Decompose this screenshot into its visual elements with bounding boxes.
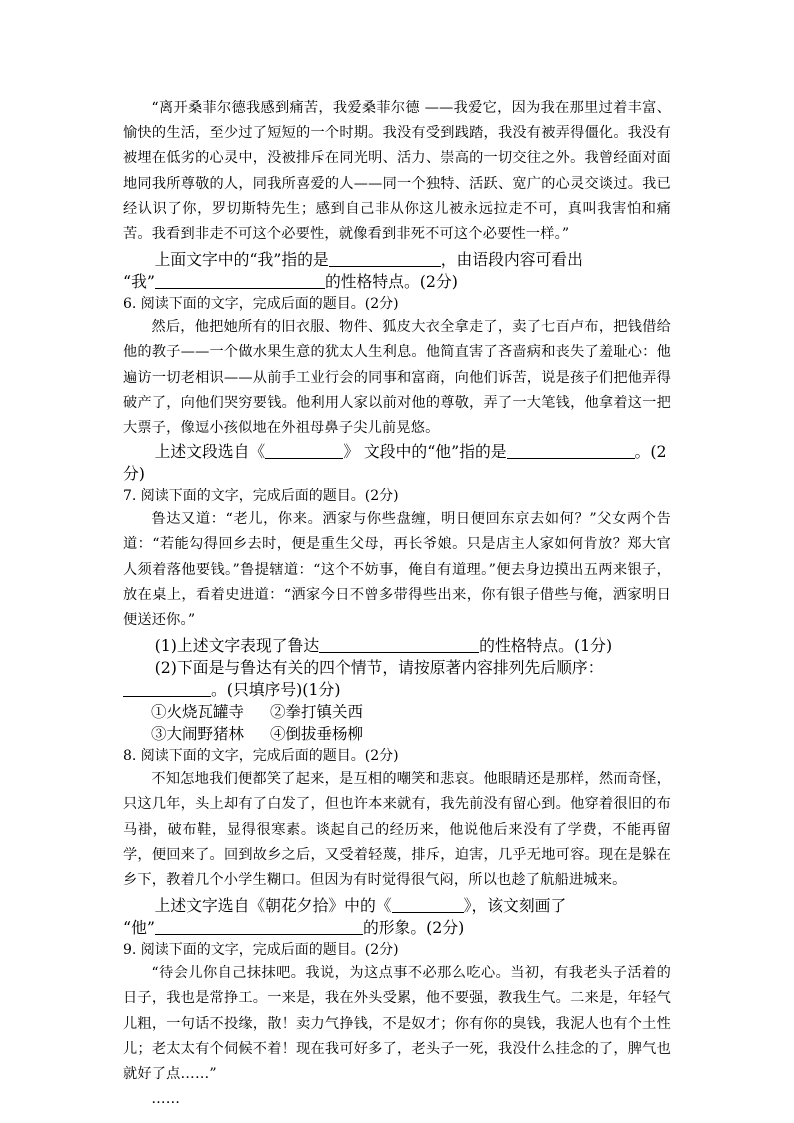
q5-answer-blank-2[interactable] <box>155 273 325 289</box>
q5-question-d: 的性格特点。(2分) <box>324 272 458 292</box>
q7-heading: 7. 阅读下面的文字，完成后面的题目。(2分) <box>123 488 399 505</box>
q6-passage: 然后，他把她所有的旧衣服、物件、狐皮大衣全拿走了，卖了七百卢布，把钱借给他的教子——一个做水果生意的犹太人生利息。他简直害了吝啬病和丧失了羞耻心：他遍访一切老相识——从前手工业行会的同事和富商，向他们诉苦，说是孩子们把他弄得破产了，向他们哭穷要钱。他利用人家以前对他的尊敬，弄了一大笔钱，他拿着这一把大票子，像逗小孩似地在外祖母鼻子尖儿前晃悠。 <box>123 319 671 437</box>
q5-question-a: 上面文字中的“我”指的是 <box>154 250 329 270</box>
q6-answer-blank-1[interactable] <box>265 443 343 459</box>
q7-option-4: ④倒拔垂杨柳 <box>270 725 364 744</box>
q5-question <box>123 249 671 271</box>
q6-heading: 6. 阅读下面的文字，完成后面的题目。(2分) <box>123 296 399 313</box>
q7-answer-blank-2[interactable] <box>123 681 211 697</box>
q8-heading: 8. 阅读下面的文字，完成后面的题目。(2分) <box>123 748 399 765</box>
q7-subquestion-2: (2)下面是与鲁达有关的四个情节，请按原著内容排列先后顺序： <box>154 658 604 678</box>
q9-passage: “待会儿你自己抹抹吧。我说，为这点事不必那么吃心。当初，有我老头子活着的日子，我也是常挣工。一来是，我在外头受累，他不要强，教我生气。二来是，年轻气儿粗，一句话不投缘，散！卖力气挣钱，不是奴才；你有你的臭钱，我泥人也有个土性儿；老太太有个伺候不着！现在我可好多了，老头子一死，我没什么挂念的了，脾气也就好了点……” <box>123 965 671 1083</box>
q6-answer-blank-2[interactable] <box>507 443 635 459</box>
q8-question-c: “他” <box>123 918 155 938</box>
q8-passage: 不知怎地我们便都笑了起来，是互相的嘲笑和悲哀。他眼睛还是那样，然而奇怪，只这几年，头上却有了白发了，但也许本来就有，我先前没有留心到。他穿着很旧的布马褂，破布鞋，显得很寒素。谈起自己的经历来，他说他后来没有了学费，不能再留学，便回来了。回到故乡之后，又受着轻蔑，排斥，迫害，几乎无地可容。现在是躲在乡下，教着几个小学生糊口。但因为有时觉得很气闷，所以也趁了航船进城来。 <box>123 771 671 889</box>
q6-question-a: 上述文段选自《 <box>154 442 266 462</box>
q8-question-d: 的形象。(2分) <box>362 918 465 938</box>
q9-ellipsis: …… <box>151 1091 181 1108</box>
q8-question-line2 <box>123 917 671 939</box>
q7-option-3: ③大闹野猪林 <box>151 725 245 744</box>
q7-subquestion-1 <box>123 635 671 657</box>
q7-sub2-b: 。(只填序号)(1分) <box>211 680 341 700</box>
q8-question-a: 上述文字选自《朝花夕拾》中的《 <box>154 896 392 916</box>
q7-subquestion-2-line2 <box>123 679 671 701</box>
q7-options-row-1 <box>123 701 671 723</box>
q5-answer-blank-1[interactable] <box>329 251 441 267</box>
q7-option-1: ①火烧瓦罐寺 <box>151 703 245 722</box>
q7-passage: 鲁达又道：“老儿，你来。洒家与你些盘缠，明日便回东京去如何？”父女两个告道：“若能勾得回乡去时，便是重生父母，再长爷娘。只是店主人家如何肯放？郑大官人须着落他要钱。”鲁提辖道：“这个不妨事，俺自有道理。”便去身边摸出五两来银子，放在桌上，看着史进道：“洒家今日不曾多带得些出来，你有银子借些与俺，洒家明日便送还你。” <box>123 511 671 629</box>
q9-heading: 9. 阅读下面的文字，完成后面的题目。(2分) <box>123 942 399 959</box>
q7-options-row-2 <box>123 723 671 745</box>
q6-question <box>123 441 671 463</box>
q7-option-2: ②拳打镇关西 <box>270 703 364 722</box>
q8-answer-blank-2[interactable] <box>155 919 363 935</box>
q7-sub1-a: (1)上述文字表现了鲁达 <box>154 636 320 656</box>
q8-question-b: 》，该文刻画了 <box>463 896 567 916</box>
q7-answer-blank-1[interactable] <box>319 637 479 653</box>
q5-passage: “离开桑菲尔德我感到痛苦，我爱桑菲尔德 ——我爱它，因为我在那里过着丰富、愉快的生活，至少过了短短的一个时期。我没有受到践踏，我没有被弄得僵化。我没有被埋在低劣的心灵中，没被排斥在同光明、活力、崇高的一切交往之外。我曾经面对面地同我所尊敬的人，同我所喜爱的人——同一个独特、活跃、宽广的心灵交谈过。我已经认识了你，罗切斯特先生；感到自己非从你这儿被永远拉走不可，真叫我害怕和痛苦。我看到非走不可这个必要性，就像看到非死不可这个必要性一样。” <box>123 100 671 243</box>
q5-question-line2 <box>123 271 671 293</box>
page-content <box>123 96 671 1112</box>
q5-question-b: ，由语段内容可看出 <box>440 250 583 270</box>
q6-question-b: 》 文段中的“他”指的是 <box>343 442 507 462</box>
q5-question-c: “我” <box>123 272 155 292</box>
q8-question <box>123 895 671 917</box>
q7-sub1-b: 的性格特点。(1分) <box>479 636 613 656</box>
q6-question-c: 。(2 <box>634 442 667 462</box>
q6-question-line2: 分) <box>123 464 145 484</box>
q8-answer-blank-1[interactable] <box>392 897 464 913</box>
